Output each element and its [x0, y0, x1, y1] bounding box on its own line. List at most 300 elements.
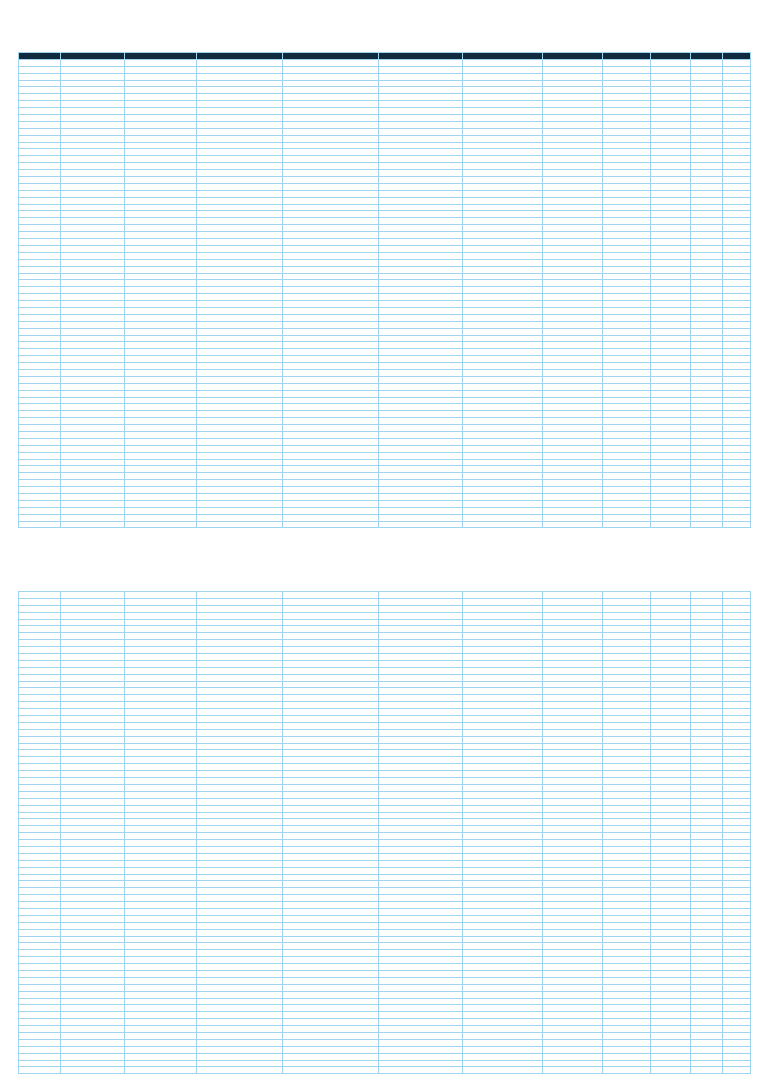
table-cell: [723, 342, 751, 349]
table-cell: [651, 798, 691, 805]
table-cell: [283, 287, 379, 294]
table-cell: [125, 121, 197, 128]
table-cell: [691, 695, 723, 702]
table-cell: [379, 252, 463, 259]
table-cell: [283, 1019, 379, 1026]
table-cell: [463, 709, 543, 716]
table-cell: [283, 259, 379, 266]
table-cell: [463, 874, 543, 881]
table-cell: [283, 59, 379, 66]
table-cell: [125, 943, 197, 950]
table-cell: [379, 592, 463, 599]
table-cell: [543, 605, 603, 612]
table-cell: [543, 888, 603, 895]
table-cell: [197, 874, 283, 881]
table-cell: [463, 867, 543, 874]
table-cell: [379, 743, 463, 750]
table-cell: [61, 128, 125, 135]
table-cell: [651, 383, 691, 390]
table-cell: [125, 135, 197, 142]
table-cell: [463, 750, 543, 757]
table-cell: [61, 681, 125, 688]
table-cell: [603, 487, 651, 494]
table-cell: [603, 647, 651, 654]
table-cell: [379, 197, 463, 204]
table-cell: [651, 73, 691, 80]
table-cell: [651, 418, 691, 425]
table-cell: [283, 929, 379, 936]
table-cell: [19, 80, 61, 87]
table-cell: [651, 108, 691, 115]
table-row: [19, 121, 751, 128]
table-cell: [19, 356, 61, 363]
table-cell: [543, 121, 603, 128]
table-cell: [379, 149, 463, 156]
table-cell: [379, 764, 463, 771]
table-cell: [379, 922, 463, 929]
table-cell: [723, 895, 751, 902]
table-cell: [283, 902, 379, 909]
table-cell: [463, 301, 543, 308]
table-cell: [723, 805, 751, 812]
table-cell: [379, 888, 463, 895]
table-cell: [603, 771, 651, 778]
table-row: [19, 964, 751, 971]
table-cell: [463, 640, 543, 647]
table-cell: [603, 695, 651, 702]
table-cell: [603, 840, 651, 847]
table-cell: [197, 149, 283, 156]
table-cell: [379, 1026, 463, 1033]
table-cell: [197, 950, 283, 957]
table-cell: [283, 190, 379, 197]
table-cell: [379, 514, 463, 521]
table-cell: [283, 1033, 379, 1040]
table-cell: [283, 66, 379, 73]
table-cell: [197, 211, 283, 218]
table-cell: [197, 819, 283, 826]
table-cell: [463, 681, 543, 688]
table-cell: [283, 640, 379, 647]
table-cell: [603, 266, 651, 273]
table-cell: [543, 722, 603, 729]
table-cell: [379, 943, 463, 950]
table-cell: [125, 425, 197, 432]
table-cell: [19, 328, 61, 335]
table-cell: [691, 266, 723, 273]
table-cell: [651, 950, 691, 957]
table-cell: [603, 674, 651, 681]
table-cell: [125, 860, 197, 867]
table-cell: [19, 895, 61, 902]
table-cell: [19, 121, 61, 128]
table-cell: [197, 840, 283, 847]
table-cell: [125, 908, 197, 915]
table-cell: [19, 750, 61, 757]
table-cell: [19, 101, 61, 108]
table-cell: [379, 273, 463, 280]
table-cell: [197, 376, 283, 383]
table-cell: [19, 245, 61, 252]
table-cell: [19, 798, 61, 805]
table-cell: [723, 500, 751, 507]
table-cell: [543, 149, 603, 156]
table-cell: [379, 640, 463, 647]
table-cell: [651, 791, 691, 798]
table-cell: [283, 888, 379, 895]
table-cell: [197, 128, 283, 135]
table-cell: [543, 929, 603, 936]
table-cell: [723, 170, 751, 177]
table-cell: [463, 80, 543, 87]
table-cell: [61, 716, 125, 723]
table-cell: [197, 702, 283, 709]
table-cell: [603, 59, 651, 66]
table-cell: [61, 895, 125, 902]
table-cell: [543, 94, 603, 101]
table-cell: [125, 784, 197, 791]
table-cell: [283, 1067, 379, 1074]
table-cell: [197, 626, 283, 633]
table-cell: [691, 80, 723, 87]
table-cell: [463, 833, 543, 840]
table-cell: [603, 342, 651, 349]
table-cell: [723, 874, 751, 881]
table-cell: [543, 592, 603, 599]
table-cell: [723, 791, 751, 798]
table-cell: [283, 688, 379, 695]
table-cell: [543, 833, 603, 840]
table-cell: [651, 411, 691, 418]
table-cell: [197, 674, 283, 681]
table-cell: [61, 798, 125, 805]
table-cell: [543, 1005, 603, 1012]
table-cell: [61, 860, 125, 867]
table-cell: [125, 349, 197, 356]
table-cell: [19, 149, 61, 156]
table-cell: [19, 294, 61, 301]
table-cell: [19, 156, 61, 163]
table-row: [19, 674, 751, 681]
table-cell: [651, 922, 691, 929]
table-cell: [603, 750, 651, 757]
table-cell: [61, 59, 125, 66]
table-cell: [543, 1067, 603, 1074]
table-row: [19, 245, 751, 252]
table-cell: [19, 722, 61, 729]
table-cell: [723, 101, 751, 108]
table-cell: [197, 654, 283, 661]
table-cell: [125, 294, 197, 301]
table-cell: [19, 977, 61, 984]
table-cell: [723, 66, 751, 73]
table-cell: [283, 390, 379, 397]
table-cell: [125, 936, 197, 943]
table-cell: [463, 204, 543, 211]
table-cell: [61, 211, 125, 218]
header-cell: [125, 53, 197, 60]
table-cell: [723, 73, 751, 80]
table-cell: [125, 177, 197, 184]
table-cell: [197, 1060, 283, 1067]
table-cell: [603, 860, 651, 867]
table-cell: [19, 853, 61, 860]
table-cell: [61, 1005, 125, 1012]
table-cell: [651, 376, 691, 383]
table-cell: [603, 280, 651, 287]
table-cell: [463, 425, 543, 432]
table-cell: [197, 784, 283, 791]
table-cell: [61, 1067, 125, 1074]
table-cell: [61, 514, 125, 521]
table-cell: [543, 640, 603, 647]
table-cell: [463, 87, 543, 94]
table-cell: [197, 163, 283, 170]
table-cell: [283, 494, 379, 501]
table-cell: [723, 1039, 751, 1046]
table-cell: [197, 667, 283, 674]
table-cell: [125, 108, 197, 115]
table-cell: [691, 881, 723, 888]
table-cell: [197, 59, 283, 66]
table-cell: [283, 197, 379, 204]
table-cell: [197, 998, 283, 1005]
table-cell: [379, 445, 463, 452]
table-cell: [723, 328, 751, 335]
table-cell: [19, 846, 61, 853]
table-cell: [463, 397, 543, 404]
table-cell: [691, 743, 723, 750]
table-cell: [463, 1060, 543, 1067]
table-cell: [723, 232, 751, 239]
table-cell: [125, 633, 197, 640]
table-row: [19, 383, 751, 390]
table-cell: [61, 487, 125, 494]
table-cell: [463, 177, 543, 184]
table-cell: [61, 418, 125, 425]
table-cell: [603, 743, 651, 750]
table-cell: [197, 605, 283, 612]
table-cell: [19, 605, 61, 612]
table-cell: [125, 902, 197, 909]
table-cell: [125, 115, 197, 122]
table-cell: [379, 87, 463, 94]
table-cell: [125, 626, 197, 633]
table-cell: [543, 778, 603, 785]
table-cell: [197, 619, 283, 626]
table-cell: [125, 376, 197, 383]
table-cell: [691, 605, 723, 612]
table-cell: [723, 840, 751, 847]
table-cell: [651, 840, 691, 847]
table-row: [19, 647, 751, 654]
table-cell: [379, 654, 463, 661]
table-cell: [543, 80, 603, 87]
table-cell: [651, 819, 691, 826]
table-cell: [651, 273, 691, 280]
table-cell: [651, 626, 691, 633]
table-cell: [197, 757, 283, 764]
table-cell: [543, 500, 603, 507]
table-row: [19, 626, 751, 633]
table-cell: [379, 1046, 463, 1053]
table-cell: [379, 301, 463, 308]
table-cell: [19, 626, 61, 633]
table-cell: [61, 592, 125, 599]
table-cell: [651, 163, 691, 170]
table-cell: [283, 722, 379, 729]
table-cell: [723, 108, 751, 115]
table-cell: [723, 418, 751, 425]
table-cell: [125, 688, 197, 695]
table-cell: [723, 383, 751, 390]
table-cell: [691, 1067, 723, 1074]
table-cell: [379, 73, 463, 80]
table-cell: [379, 1060, 463, 1067]
table-cell: [197, 431, 283, 438]
table-cell: [283, 163, 379, 170]
table-row: [19, 438, 751, 445]
table-cell: [543, 328, 603, 335]
table-cell: [691, 73, 723, 80]
table-cell: [651, 716, 691, 723]
table-cell: [125, 1067, 197, 1074]
table-cell: [61, 867, 125, 874]
table-cell: [691, 438, 723, 445]
table-cell: [463, 957, 543, 964]
table-cell: [19, 232, 61, 239]
table-cell: [283, 633, 379, 640]
table-cell: [543, 874, 603, 881]
table-cell: [691, 716, 723, 723]
table-cell: [197, 66, 283, 73]
table-cell: [463, 335, 543, 342]
table-cell: [603, 964, 651, 971]
table-cell: [603, 252, 651, 259]
table-cell: [379, 840, 463, 847]
table-row: [19, 908, 751, 915]
table-cell: [543, 757, 603, 764]
table-cell: [379, 977, 463, 984]
table-cell: [543, 771, 603, 778]
table-cell: [379, 970, 463, 977]
table-cell: [283, 757, 379, 764]
table-cell: [603, 273, 651, 280]
table-cell: [543, 819, 603, 826]
table-cell: [61, 888, 125, 895]
table-cell: [61, 688, 125, 695]
table-cell: [651, 197, 691, 204]
table-cell: [691, 826, 723, 833]
table-row: [19, 314, 751, 321]
table-cell: [543, 170, 603, 177]
table-cell: [691, 163, 723, 170]
table-cell: [125, 984, 197, 991]
table-cell: [197, 1033, 283, 1040]
table-cell: [197, 328, 283, 335]
table-cell: [543, 494, 603, 501]
table-cell: [379, 383, 463, 390]
table-cell: [723, 722, 751, 729]
table-cell: [543, 438, 603, 445]
table-cell: [603, 764, 651, 771]
table-cell: [463, 743, 543, 750]
table-cell: [19, 771, 61, 778]
table-cell: [691, 466, 723, 473]
table-cell: [61, 307, 125, 314]
table-cell: [197, 846, 283, 853]
table-cell: [723, 494, 751, 501]
table-cell: [691, 128, 723, 135]
table-cell: [723, 729, 751, 736]
table-cell: [379, 500, 463, 507]
table-cell: [723, 1053, 751, 1060]
table-cell: [463, 984, 543, 991]
table-cell: [19, 487, 61, 494]
table-cell: [691, 1046, 723, 1053]
table-cell: [463, 633, 543, 640]
table-row: [19, 764, 751, 771]
table-cell: [543, 294, 603, 301]
table-cell: [379, 411, 463, 418]
table-cell: [379, 418, 463, 425]
table-cell: [283, 170, 379, 177]
table-cell: [463, 218, 543, 225]
table-cell: [197, 369, 283, 376]
table-cell: [691, 190, 723, 197]
table-cell: [603, 970, 651, 977]
table-cell: [463, 383, 543, 390]
table-cell: [283, 383, 379, 390]
table-cell: [125, 716, 197, 723]
table-cell: [691, 156, 723, 163]
table-cell: [125, 445, 197, 452]
table-cell: [19, 1060, 61, 1067]
table-cell: [197, 321, 283, 328]
table-cell: [61, 494, 125, 501]
table-cell: [723, 1012, 751, 1019]
table-cell: [723, 902, 751, 909]
table-cell: [463, 1067, 543, 1074]
table-cell: [691, 757, 723, 764]
table-row: [19, 1026, 751, 1033]
table-cell: [691, 232, 723, 239]
table-cell: [603, 480, 651, 487]
table-cell: [691, 984, 723, 991]
table-cell: [125, 149, 197, 156]
table-cell: [283, 266, 379, 273]
table-row: [19, 1012, 751, 1019]
table-cell: [463, 356, 543, 363]
table-cell: [651, 452, 691, 459]
table-cell: [61, 667, 125, 674]
table-cell: [19, 225, 61, 232]
table-cell: [691, 771, 723, 778]
table-cell: [603, 101, 651, 108]
table-cell: [125, 1019, 197, 1026]
table-cell: [283, 307, 379, 314]
table-cell: [283, 94, 379, 101]
table-cell: [651, 1019, 691, 1026]
table-cell: [125, 667, 197, 674]
table-cell: [463, 674, 543, 681]
table-cell: [691, 619, 723, 626]
table-cell: [463, 895, 543, 902]
table-cell: [125, 681, 197, 688]
table-cell: [651, 984, 691, 991]
table-cell: [19, 163, 61, 170]
table-cell: [651, 991, 691, 998]
